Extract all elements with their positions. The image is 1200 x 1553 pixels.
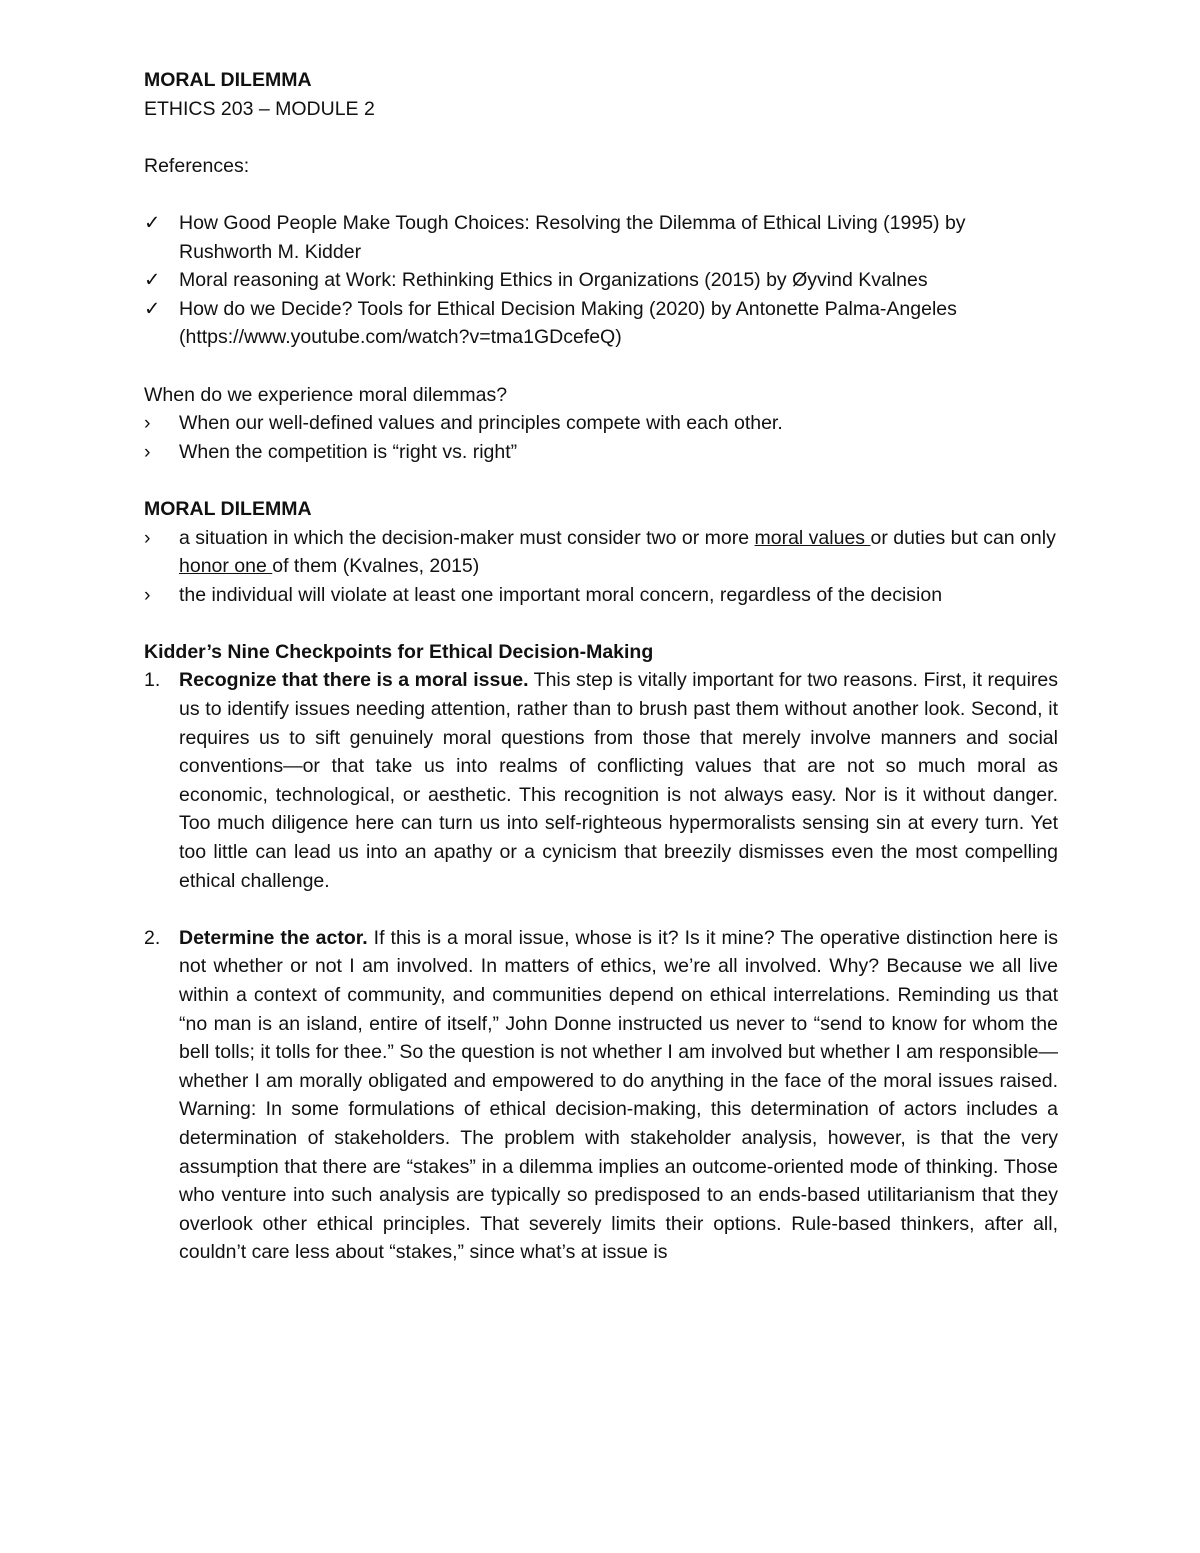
checkpoint-number: 1.: [144, 669, 161, 692]
reference-item: [144, 266, 1058, 295]
chevron-right-icon: ›: [144, 440, 151, 463]
checkpoints-heading: Kidder’s Nine Checkpoints for Ethical Decision-Making: [144, 640, 654, 663]
experience-item: [144, 438, 1058, 467]
experience-text: When our well-defined values and principles compete with each other.: [179, 412, 783, 435]
checkpoints-list: [144, 666, 1058, 1266]
definition-heading: MORAL DILEMMA: [144, 497, 312, 520]
spacer: [144, 123, 1058, 152]
reference-item: [144, 209, 1058, 266]
spacer: [144, 609, 1058, 638]
reference-item: [144, 295, 1058, 352]
checkpoint-item: [144, 666, 1058, 895]
definition-part: of them (Kvalnes, 2015): [272, 555, 480, 578]
chevron-right-icon: ›: [144, 583, 151, 606]
reference-text: How do we Decide? Tools for Ethical Decision Making (2020) by Antonette Palma-Angeles (https://www.youtube.com/watch?v=tma1GDcefeQ): [179, 297, 957, 349]
checkpoint-text: [179, 666, 1058, 895]
check-icon: ✓: [144, 269, 161, 292]
reference-text: Moral reasoning at Work: Rethinking Ethics in Organizations (2015) by Øyvind Kvalnes: [179, 269, 928, 292]
spacer: [144, 180, 1058, 209]
chevron-right-icon: ›: [144, 412, 151, 435]
document-content: [144, 66, 1058, 1296]
document-title: MORAL DILEMMA: [144, 69, 312, 91]
definition-text: the individual will violate at least one important moral concern, regardless of the decision: [179, 583, 943, 606]
underlined-term: honor one: [179, 555, 273, 578]
definition-part: or duties but can only: [870, 526, 1056, 549]
checkpoint-body: If this is a moral issue, whose is it? Is it mine? The operative distinction here is not whether or not I am involved. In matters of ethics, we’re all involved. Why? Because we all live within a context of community, and communities depend on ethical interrelations. Reminding us that “no man is an island, entire of itself,” John Donne instructed us never to “send to know for whom the bell tolls; it tolls for thee.” So the question is not whether I am involved but whether I am responsible—whether I am morally obligated and empowered to do anything in the face of the moral issues raised. Warning: In some formulations of ethical decision-making, this determination of actors includes a determination of stakeholders. The problem with stakeholder analysis, however, is that the very assumption that there are “stakes” in a dilemma implies an outcome-oriented mode of thinking. Those who venture into such analysis are typically so predisposed to an ends-based utilitarianism that they overlook other ethical principles. That severely limits their options. Rule-based thinkers, after all, couldn’t care less about “stakes,” since what’s at issue is: [179, 926, 1058, 1264]
definition-item: [144, 581, 1058, 610]
checkpoint-lead: Determine the actor.: [179, 926, 368, 949]
check-icon: ✓: [144, 211, 161, 234]
experience-item: [144, 409, 1058, 438]
definition-text: [179, 524, 1058, 581]
definition-item: [144, 524, 1058, 581]
references-label: References:: [144, 154, 250, 177]
checkpoint-lead: Recognize that there is a moral issue.: [179, 669, 529, 692]
definition-part: a situation in which the decision-maker must consider two or more: [179, 526, 755, 549]
checkpoint-item: [144, 924, 1058, 1267]
reference-text: How Good People Make Tough Choices: Resolving the Dilemma of Ethical Living (1995) by Rushworth M. Kidder: [179, 211, 966, 263]
definition-list: [144, 524, 1058, 610]
spacer: [144, 352, 1058, 381]
references-list: [144, 209, 1058, 352]
checkpoint-number: 2.: [144, 926, 161, 949]
checkpoint-text: [179, 924, 1058, 1267]
spacer: [144, 466, 1058, 495]
checkpoint-body: This step is vitally important for two reasons. First, it requires us to identify issues needing attention, rather than to brush past them without another look. Second, it requires us to sift genuinely moral questions from those that merely involve manners and social conventions—or that take us into realms of conflicting values that are not so much moral as economic, technological, or aesthetic. This recognition is not always easy. Nor is it without danger. Too much diligence here can turn us into self-righteous hypermoralists sensing sin at every turn. Yet too little can lead us into an apathy or a cynicism that breezily dismisses even the most compelling ethical challenge.: [179, 669, 1058, 892]
chevron-right-icon: ›: [144, 526, 151, 549]
document-subtitle: ETHICS 203 – MODULE 2: [144, 97, 375, 120]
check-icon: ✓: [144, 297, 161, 320]
experience-list: [144, 409, 1058, 466]
underlined-term: moral values: [754, 526, 871, 549]
experience-text: When the competition is “right vs. right”: [179, 440, 518, 463]
experience-question: When do we experience moral dilemmas?: [144, 383, 508, 406]
